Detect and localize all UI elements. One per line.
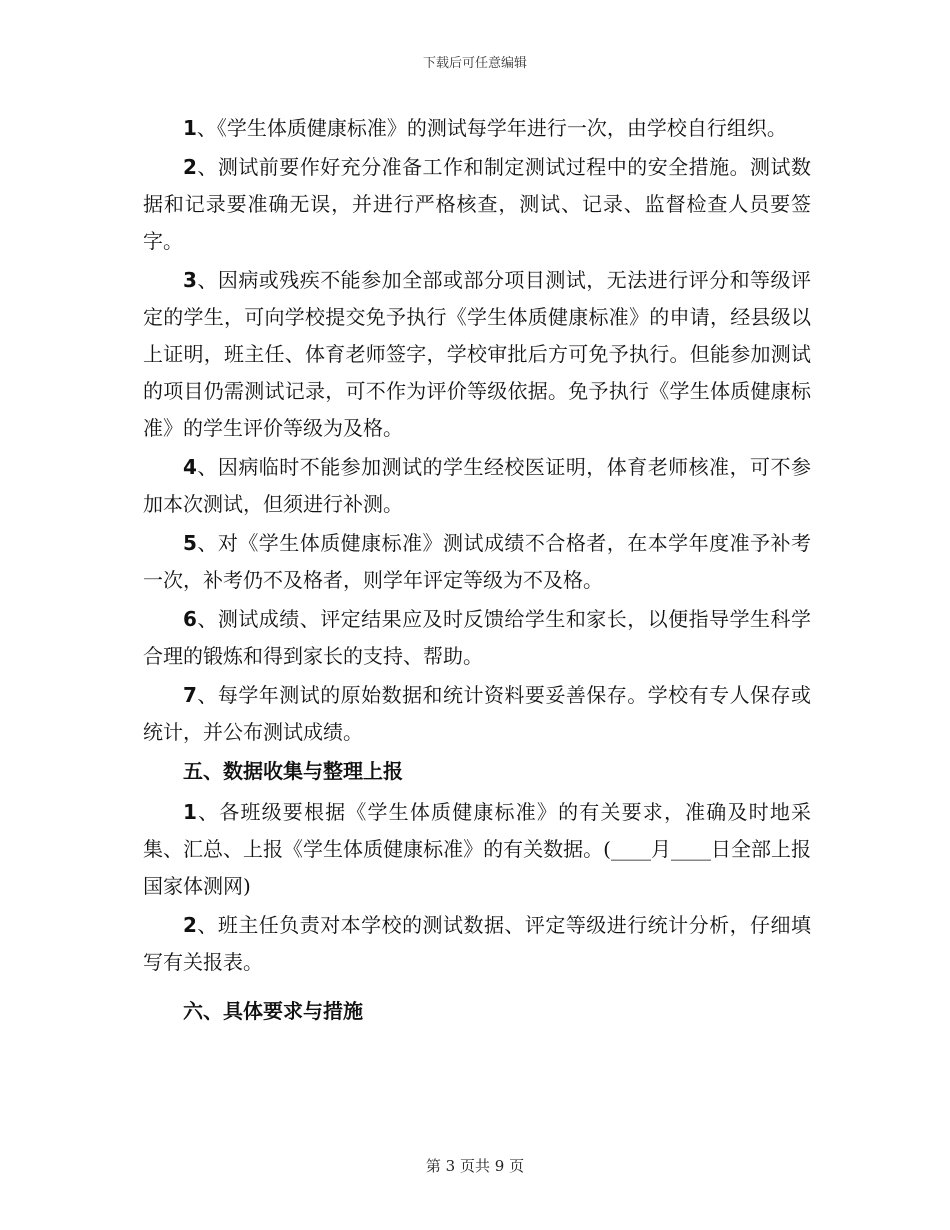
- item-text: 、测试成绩、评定结果应及时反馈给学生和家长，以便指导学生科学合理的锻炼和得到家长的支持、帮助。: [143, 607, 811, 668]
- item-number: 7: [183, 683, 197, 707]
- document-body: [143, 110, 811, 1034]
- item-number: 1: [183, 800, 197, 824]
- item-text: 、测试前要作好充分准备工作和制定测试过程中的安全措施。测试数据和记录要准确无误，并进行严格核查，测试、记录、监督检查人员要签字。: [143, 155, 811, 253]
- list-item: [143, 601, 811, 675]
- section-heading: 五、数据收集与整理上报: [183, 759, 403, 783]
- item-number: 4: [183, 455, 197, 479]
- item-number: 2: [183, 913, 197, 937]
- item-text: 、对《学生体质健康标准》测试成绩不合格者，在本学年度准予补考一次，补考仍不及格者，则学年评定等级为不及格。: [143, 531, 811, 592]
- item-text: 、因病或残疾不能参加全部或部分项目测试，无法进行评分和等级评定的学生，可向学校提交免予执行《学生体质健康标准》的申请，经县级以上证明，班主任、体育老师签字，学校审批后方可免予执行。但能参加测试的项目仍需测试记录，可不作为评价等级依据。免予执行《学生体质健康标准》的学生评价等级为及格。: [143, 268, 811, 440]
- page-footer: 第 3 页共 9 页: [425, 1157, 525, 1175]
- page-header: 下载后可任意编辑: [422, 56, 527, 71]
- item-text: 、每学年测试的原始数据和统计资料要妥善保存。学校有专人保存或统计，并公布测试成绩。: [143, 683, 811, 744]
- item-text: 、班主任负责对本学校的测试数据、评定等级进行统计分析，仔细填写有关报表。: [143, 913, 811, 974]
- list-item: [143, 794, 811, 905]
- section-heading: 六、具体要求与措施: [183, 999, 363, 1023]
- item-text: 、各班级要根据《学生体质健康标准》的有关要求，准确及时地采集、汇总、上报《学生体质健康标准》的有关数据。(____月____日全部上报国家体测网): [143, 800, 811, 898]
- item-text: 、《学生体质健康标准》的测试每学年进行一次，由学校自行组织。: [196, 116, 787, 140]
- list-item: [143, 110, 811, 147]
- item-number: 5: [183, 531, 197, 555]
- item-number: 1: [183, 116, 197, 140]
- item-text: 、因病临时不能参加测试的学生经校医证明，体育老师核准，可不参加本次测试，但须进行补测。: [143, 455, 811, 516]
- list-item: [143, 149, 811, 260]
- list-item: [143, 525, 811, 599]
- item-number: 2: [183, 155, 197, 179]
- list-item: [143, 907, 811, 981]
- item-number: 3: [183, 268, 197, 292]
- item-number: 6: [183, 607, 197, 631]
- list-item: [143, 262, 811, 447]
- list-item: [143, 449, 811, 523]
- list-item: [143, 677, 811, 751]
